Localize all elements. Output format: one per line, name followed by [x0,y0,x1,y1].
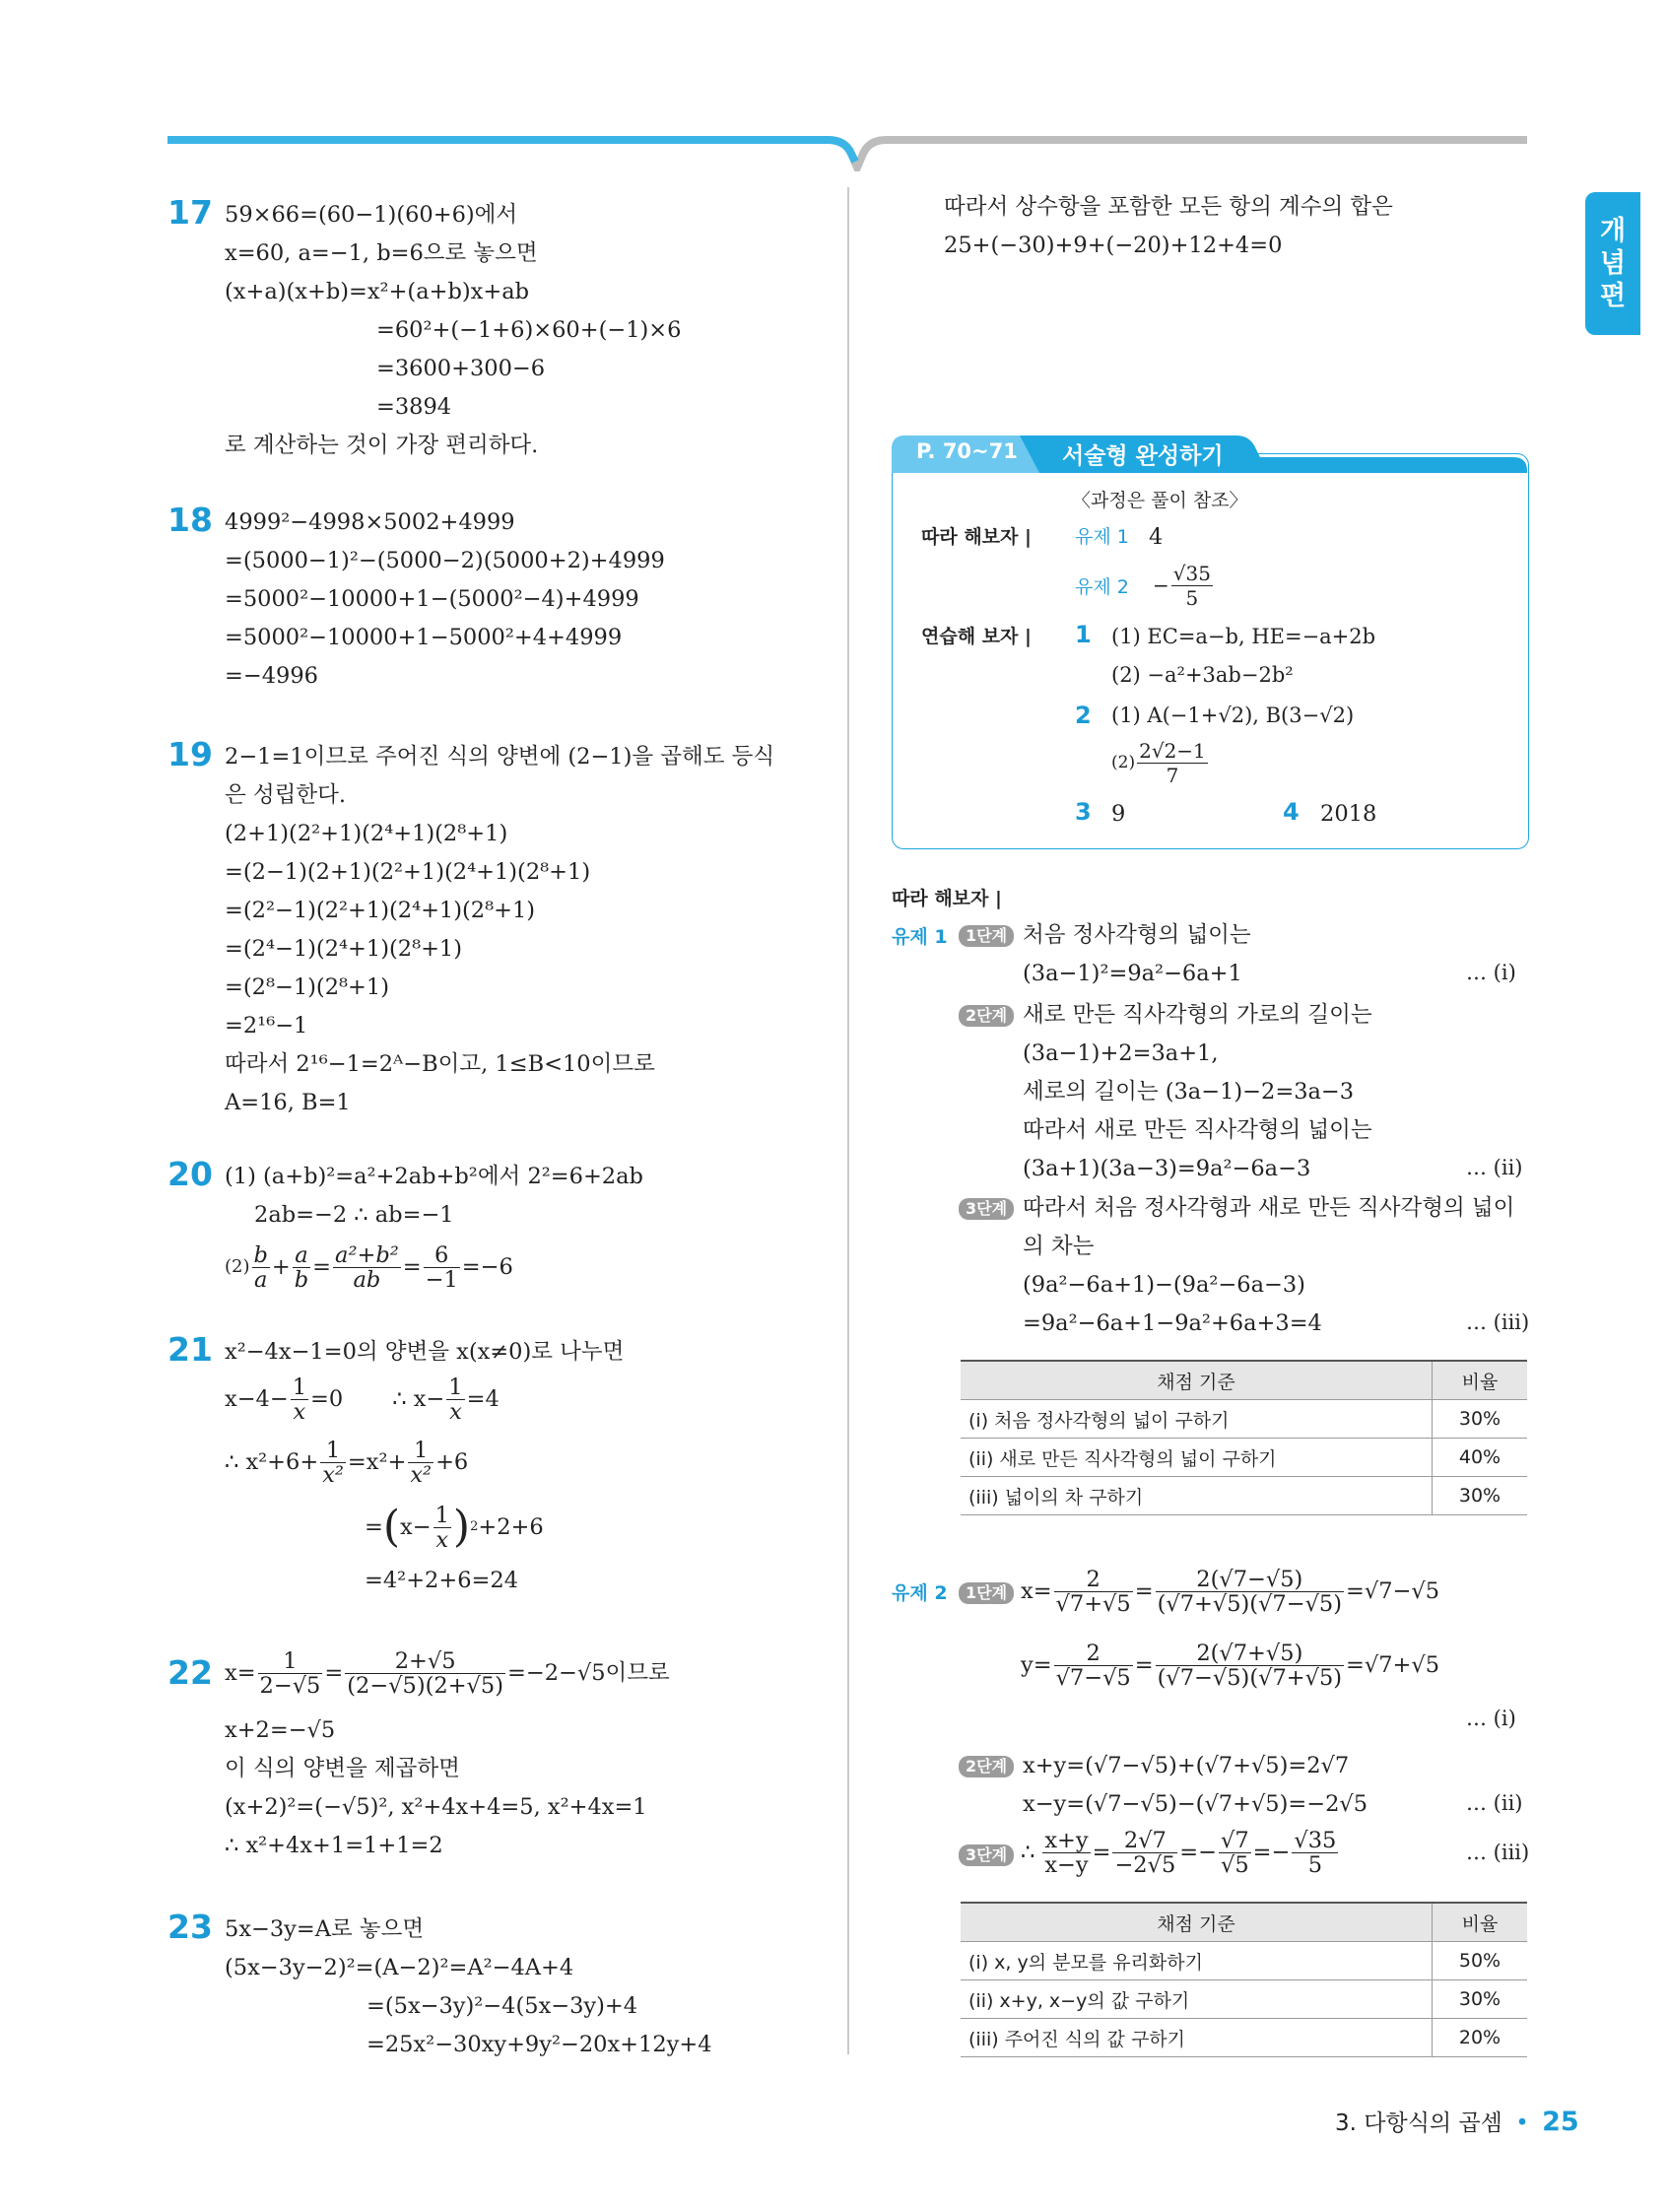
numerator: √35 [1294,1827,1337,1853]
exercise-label: 유제 2 [1075,576,1129,598]
page-number: 25 [1542,2107,1579,2137]
table-cell: 40% [1433,1439,1528,1477]
expression: ∴ x²+6+ [225,1449,319,1475]
table-cell: (iii) 주어진 식의 값 구하기 [961,2019,1433,2057]
solution-line: (2) $\frac{b}{a}$ + $\frac{a}{b}$ = $\frac{\text{a²+b²}}{ab}$ = $\frac{6}{-1}$ =−6 [225,1241,513,1293]
fraction [1171,562,1213,610]
solution-line: =25x²−30xy+9y²−20x+12y+4 [367,2032,712,2057]
table-header-cell: 채점 기준 [961,1903,1433,1942]
fraction [252,1243,270,1292]
answer-value [1111,735,1210,790]
score-mark: … (i) [1466,961,1516,984]
expression: =− [1179,1840,1217,1865]
fraction [258,1649,323,1698]
expression: =− [1252,1840,1291,1865]
denominator: x² [322,1461,344,1488]
problem-number: 19 [167,735,213,773]
denominator: x [435,1526,449,1553]
expression: x= [1021,1578,1052,1604]
table-cell: 20% [1433,2019,1528,2057]
step-badge: 1단계 [959,925,1014,947]
numerator: 1 [434,1502,449,1528]
table-row [961,1400,1527,1439]
expression: x− [400,1514,432,1540]
solution-line: =(2⁸−1)(2⁸+1) [225,974,389,1000]
exercise-label: 유제 1 [892,926,948,948]
answer-value: 9 [1111,801,1126,827]
solution-line: (1) (a+b)²=a²+2ab+b²에서 2²=6+2ab [225,1164,643,1189]
score-mark: … (ii) [1466,1791,1523,1815]
denominator: x² [410,1461,433,1488]
solution-line: x²−4x−1=0의 양변을 x(x≠0)로 나누면 [225,1339,625,1365]
solution-line: (9a²−6a+1)−(9a²−6a−3) [1023,1272,1305,1298]
fraction [1219,1829,1251,1877]
numerator: b [253,1241,268,1268]
table-cell: 30% [1433,1980,1528,2019]
step-3 [959,1841,1014,1868]
solution-line: =60²+(−1+6)×60+(−1)×6 [376,317,682,343]
table-cell: (iii) 넓이의 차 구하기 [961,1477,1433,1515]
solution-line: 4999²−4998×5002+4999 [225,509,515,535]
numerator: 2(√7−√5) [1156,1568,1344,1592]
solution-line: (3a−1)²=9a²−6a+1 [1023,961,1242,986]
step-1 [959,1578,1014,1606]
solution-line: 25+(−30)+9+(−20)+12+4=0 [944,233,1283,258]
fraction [1292,1829,1338,1877]
numerator: 6 [424,1243,460,1268]
question-number: 3 [1075,798,1092,826]
problem-number: 22 [167,1653,213,1692]
denominator: √7+√5 [1055,1590,1131,1617]
fraction [320,1439,346,1487]
solution-line: =(2−1)(2+1)(2²+1)(2⁴+1)(2⁸+1) [225,859,591,885]
score-mark: … (ii) [1466,1156,1523,1179]
denominator: x−y [1044,1851,1089,1878]
numerator: 2√2−1 [1139,738,1206,763]
solution-line: =5000²−10000+1−5000²+4+4999 [225,625,623,650]
solution-line: =3894 [376,394,452,420]
numerator: 1 [408,1439,434,1463]
step-3 [959,1194,1014,1222]
step-badge: 1단계 [959,1582,1014,1604]
grading-table-1 [961,1360,1527,1515]
box-note: 〈과정은 풀이 참조〉 [1072,490,1248,511]
solution-line: (3a−1)+2=3a+1, [1023,1040,1219,1066]
page-range-label: P. 70~71 [916,439,1018,463]
solution-line: =3600+300−6 [376,356,546,381]
solution-line: =(5x−3y)²−4(5x−3y)+4 [367,1993,638,2019]
numerator: 1 [320,1439,346,1463]
question-number: 4 [1283,798,1300,826]
denominator: 7 [1166,763,1179,787]
solution-line: 따라서 새로 만든 직사각형의 넓이는 [1023,1117,1372,1143]
problem-number: 18 [167,501,213,539]
solution-line: 따라서 2¹⁶−1=2ᴬ−B이고, 1≤B<10이므로 [225,1051,655,1077]
solution-line: x=60, a=−1, b=6으로 놓으면 [225,240,538,266]
problem-number: 21 [167,1330,213,1369]
table-header-row [961,1903,1527,1942]
solution-line: ∴ $\frac{x+y}{x-y}$ = $\frac{2√7}{-2√5}$ =− $\frac{√7}{√5}$ =− $\frac{√35}{5}$ [1021,1827,1337,1878]
solution-line: x−y=(√7−√5)−(√7+√5)=−2√5 [1023,1791,1368,1817]
answer-value [1153,556,1215,615]
solution-line: x+2=−√5 [225,1717,336,1743]
solution-line: =(5000−1)²−(5000−2)(5000+2)+4999 [225,548,665,573]
practice-label: 연습해 보자 | [921,626,1032,647]
problem-number: 17 [167,193,213,232]
section-side-tab [1585,192,1640,335]
solution-line: y= $\frac{2}{√7-√5}$ = $\frac{2(√7+√5)}{(√7-√5)(√7+√5)}$ =√7+√5 [1021,1640,1440,1691]
step-badge: 3단계 [959,1198,1014,1220]
numerator: 2(√7+√5) [1156,1642,1344,1666]
solution-line [225,1435,468,1490]
denominator: ab [353,1266,381,1293]
expression: = [365,1514,383,1540]
follow-label: 따라 해보자 | [921,526,1032,548]
table-row [961,1477,1527,1515]
solution-line: 따라서 상수항을 포함한 모든 항의 계수의 합은 [944,194,1393,220]
expression: =0 ∴ x− [310,1386,445,1412]
solution-line: 은 성립한다. [225,782,346,808]
solution-line: = ( x− $\frac{1}{x}$ ) 2 +2+6 [365,1502,544,1553]
fraction [1137,739,1208,787]
solution-line: =4²+2+6=24 [365,1568,519,1593]
denominator: b [294,1266,309,1293]
column-divider [847,187,849,2054]
expression: =x²+ [347,1449,407,1475]
fraction [345,1649,505,1698]
fraction [333,1243,401,1292]
numerator: 1 [292,1374,307,1400]
expression: x−4− [225,1386,289,1412]
expression: +2+6 [478,1514,544,1540]
table-header-cell: 비율 [1433,1903,1528,1942]
numerator: 1 [258,1649,323,1674]
numerator: x+y [1044,1827,1089,1853]
denominator: 5 [1185,585,1199,610]
solution-line: =5000²−10000+1−(5000²−4)+4999 [225,586,639,612]
table-cell: (ii) x+y, x−y의 값 구하기 [961,1980,1433,2019]
denominator: x [449,1398,462,1425]
solution-line: 59×66=(60−1)(60+6)에서 [225,202,518,228]
denominator: 5 [1307,1851,1323,1878]
table-cell: 30% [1433,1400,1528,1439]
solution-line: A=16, B=1 [225,1090,351,1115]
numerator: √35 [1172,561,1211,585]
step-1 [959,921,1014,949]
solution-line: =(2⁴−1)(2⁴+1)(2⁸+1) [225,936,463,962]
problem-number: 23 [167,1908,213,1946]
expression: x= [225,1660,256,1686]
expression: =−6 [461,1254,513,1280]
denominator: 2−√5 [259,1672,321,1699]
answer-value: (1) EC=a−b, HE=−a+2b [1111,625,1376,648]
solution-line: 로 계산하는 것이 가장 편리하다. [225,433,539,458]
solution-line: (2+1)(2²+1)(2⁴+1)(2⁸+1) [225,821,508,846]
expression: =4 [466,1386,500,1412]
box-title: 서술형 완성하기 [1062,443,1224,469]
table-cell: (ii) 새로 만든 직사각형의 넓이 구하기 [961,1439,1433,1477]
fraction [446,1375,464,1424]
numerator: 1 [448,1374,463,1400]
table-header-cell: 채점 기준 [961,1361,1433,1400]
expression: =−2−√5이므로 [507,1660,670,1686]
solution-line: 세로의 길이는 (3a−1)−2=3a−3 [1023,1079,1355,1105]
table-cell: (i) 처음 정사각형의 넓이 구하기 [961,1400,1433,1439]
exercise-label: 유제 2 [892,1582,948,1604]
fraction [1112,1829,1177,1877]
score-mark: … (iii) [1466,1310,1530,1334]
answer-value: (2) −a²+3ab−2b² [1111,663,1294,687]
solution-header: 따라 해보자 | [892,888,1002,909]
answer-value: 2018 [1320,801,1377,827]
numerator: a [293,1243,310,1268]
fraction [1054,1642,1133,1690]
score-mark: … (iii) [1466,1841,1530,1864]
expression: y= [1021,1652,1052,1678]
denominator: a [253,1266,268,1293]
question-number: 1 [1075,621,1092,648]
solution-line: =2¹⁶−1 [225,1013,308,1039]
table-header-row [961,1361,1527,1400]
denominator: x [293,1398,306,1425]
score-mark: … (i) [1466,1707,1516,1730]
sub-label: (2) [1111,753,1136,772]
numerator: 2 [1054,1642,1133,1666]
table-row [961,1942,1527,1980]
table-header-cell: 비율 [1433,1361,1528,1400]
solution-line: =(2²−1)(2²+1)(2⁴+1)(2⁸+1) [225,898,536,923]
grading-table-2 [961,1902,1527,2057]
expression: =√7−√5 [1346,1578,1440,1604]
step-badge: 3단계 [959,1844,1014,1866]
solution-line: 이 식의 양변을 제곱하면 [225,1756,460,1781]
numerator: 2√7 [1112,1829,1177,1853]
expression: =√7+√5 [1346,1652,1440,1678]
fraction [1156,1642,1344,1690]
fraction [1054,1568,1133,1616]
side-tab-char: 편 [1599,281,1627,311]
fraction [434,1504,451,1552]
solution-line: 처음 정사각형의 넓이는 [1023,922,1251,948]
minus-sign: − [1153,573,1169,597]
solution-line [225,1372,500,1427]
solution-line: 의 차는 [1023,1234,1095,1259]
top-decorative-bar [167,132,1527,171]
solution-line: x+y=(√7−√5)+(√7+√5)=2√7 [1023,1753,1350,1778]
therefore-sign: ∴ [1021,1840,1035,1865]
solution-line: 2ab=−2 ∴ ab=−1 [254,1202,454,1228]
solution-line: =9a²−6a+1−9a²+6a+3=4 [1023,1310,1322,1336]
table-cell: 30% [1433,1477,1528,1515]
table-row [961,2019,1527,2057]
side-tab-char: 개 [1599,216,1627,246]
table-row [961,1980,1527,2019]
fraction [424,1243,460,1292]
table-cell: 50% [1433,1942,1528,1980]
step-2 [959,1001,1014,1029]
question-number: 2 [1075,702,1092,729]
solution-line: (x+a)(x+b)=x²+(a+b)x+ab [225,279,530,304]
solution-line: (3a+1)(3a−3)=9a²−6a−3 [1023,1156,1311,1181]
footer-bullet: • [1515,2111,1529,2136]
problem-number: 20 [167,1155,213,1193]
step-badge: 2단계 [959,1005,1014,1027]
numerator: 2 [1054,1568,1133,1592]
page-footer [1335,2105,1579,2137]
table-cell: (i) x, y의 분모를 유리화하기 [961,1942,1433,1980]
denominator: (√7+√5)(√7−√5) [1157,1590,1343,1617]
numerator: 2+√5 [345,1649,505,1674]
fraction [293,1243,310,1292]
solution-line: x= $\frac{1}{2-√5}$ = $\frac{2+√5}{(2-√5)(2+√5)}$ =−2−√5이므로 [225,1647,670,1699]
denominator: (2−√5)(2+√5) [347,1672,503,1699]
numerator: a²+b² [335,1241,399,1268]
chapter-title: 3. 다항식의 곱셈 [1335,2111,1502,2136]
denominator: −2√5 [1114,1851,1176,1878]
denominator: (√7−√5)(√7+√5) [1157,1664,1343,1691]
expression: +6 [435,1449,469,1475]
side-tab-char: 념 [1599,248,1627,279]
fraction [1042,1829,1090,1877]
numerator: √7 [1221,1827,1249,1853]
solution-line: (5x−3y−2)²=(A−2)²=A²−4A+4 [225,1955,574,1980]
solution-line: 따라서 처음 정사각형과 새로 만든 직사각형의 넓이 [1023,1195,1515,1221]
step-2 [959,1752,1014,1779]
denominator: √7−√5 [1055,1664,1131,1691]
paren-close: ) [452,1502,471,1552]
solution-line: =−4996 [225,663,318,689]
solution-line: x= $\frac{2}{√7+√5}$ = $\frac{2(√7-√5)}{(√7+√5)(√7-√5)}$ =√7−√5 [1021,1566,1440,1617]
answer-value: 4 [1149,524,1164,550]
fraction [291,1375,308,1424]
step-badge: 2단계 [959,1756,1014,1777]
fraction [408,1439,434,1487]
solution-line: ∴ x²+4x+1=1+1=2 [225,1833,443,1858]
fraction [1156,1568,1344,1616]
solution-line: (x+2)²=(−√5)², x²+4x+4=5, x²+4x=1 [225,1794,647,1820]
solution-line: 새로 만든 직사각형의 가로의 길이는 [1023,1002,1372,1028]
denominator: √5 [1221,1851,1249,1878]
denominator: −1 [425,1266,458,1293]
table-row [961,1439,1527,1477]
answer-value: (1) A(−1+√2), B(3−√2) [1111,704,1355,727]
solution-line: 2−1=1이므로 주어진 식의 양변에 (2−1)을 곱해도 등식 [225,744,775,770]
exercise-label: 유제 1 [1075,526,1129,548]
sub-label: (2) [225,1256,250,1277]
solution-line: 5x−3y=A로 놓으면 [225,1916,425,1942]
paren-open: ( [382,1502,401,1552]
